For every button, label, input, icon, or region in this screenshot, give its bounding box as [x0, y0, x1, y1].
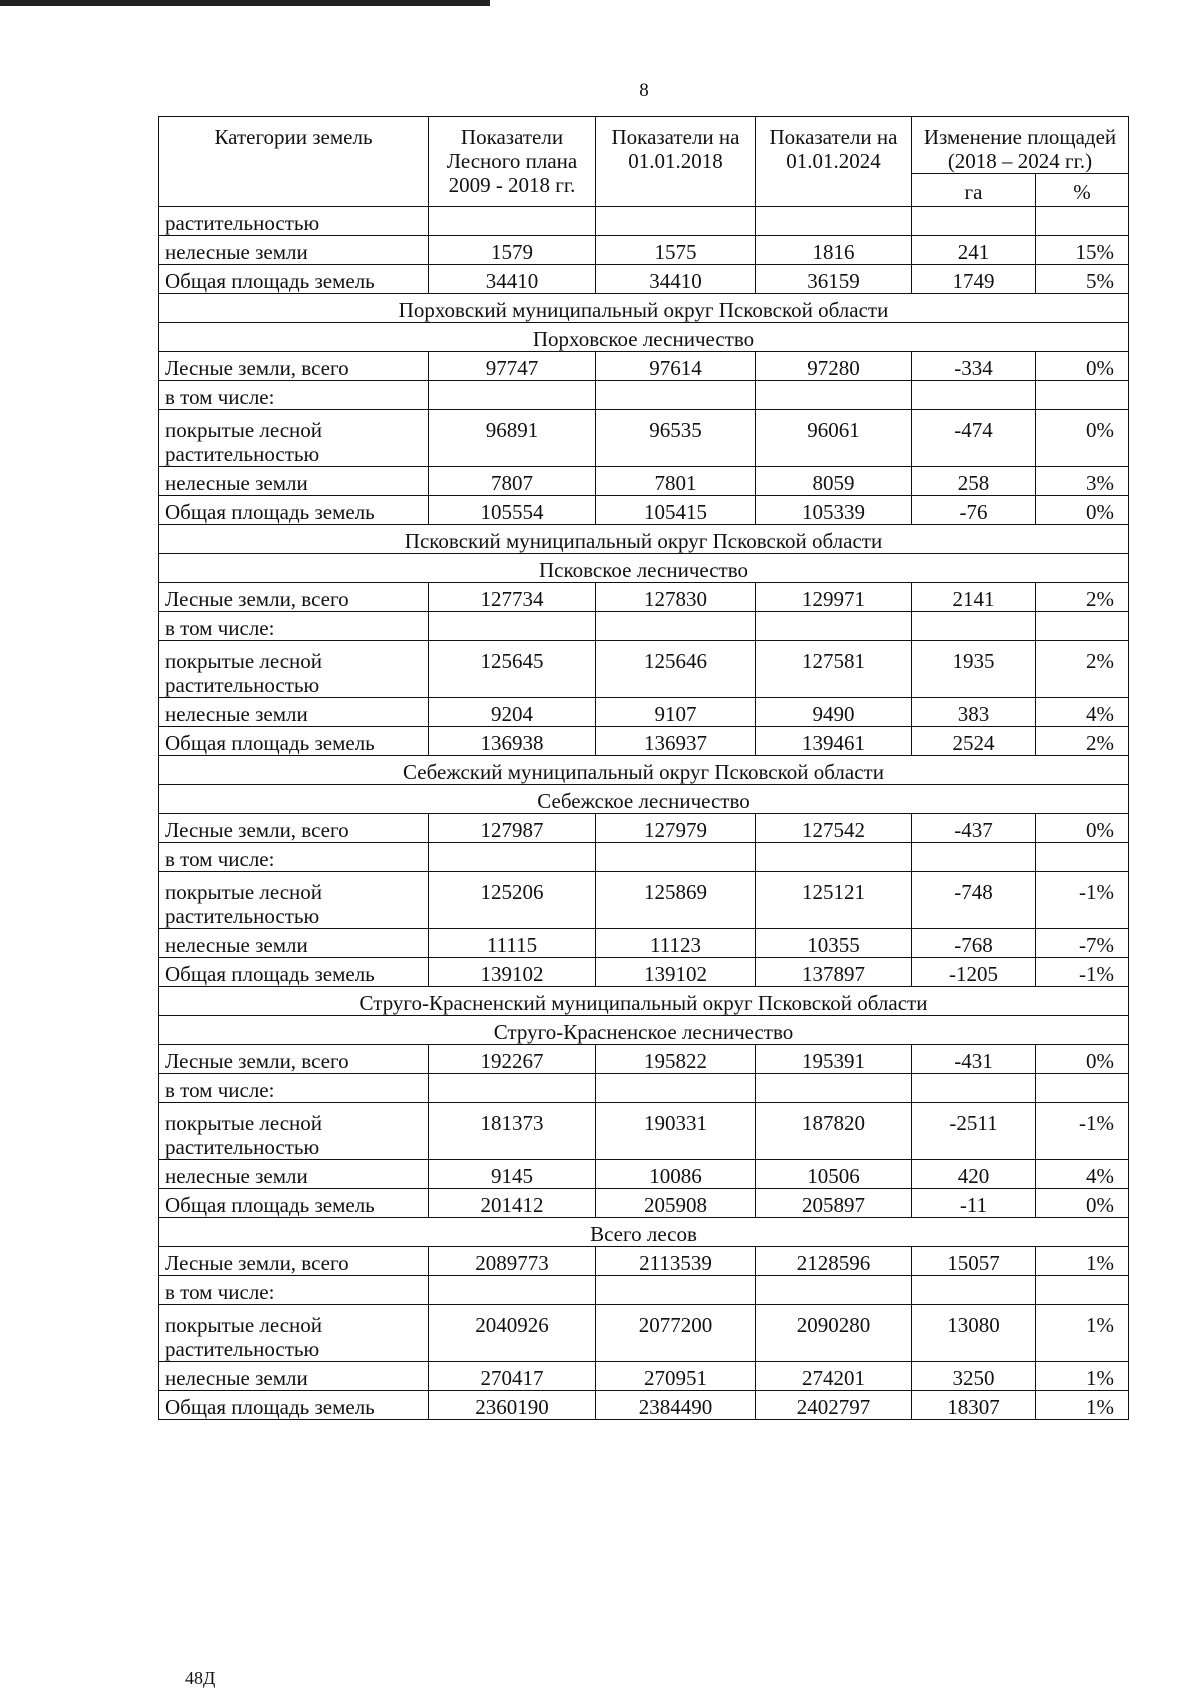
value-change-pct: 0%	[1036, 1189, 1129, 1218]
header-ha: га	[912, 174, 1036, 207]
header-pct: %	[1036, 174, 1129, 207]
district-name: Струго-Красненский муниципальный округ Псковской области	[159, 987, 1129, 1016]
value-2018: 125869	[596, 872, 756, 929]
value-change-pct: 0%	[1036, 814, 1129, 843]
row-label: покрытые лесной растительностью	[159, 410, 429, 467]
value-2018: 1575	[596, 236, 756, 265]
district-header-row	[159, 756, 1129, 785]
value-change-ha: 3250	[912, 1362, 1036, 1391]
table-row	[159, 727, 1129, 756]
row-label: нелесные земли	[159, 1362, 429, 1391]
value-plan: 34410	[429, 265, 596, 294]
value-plan: 2089773	[429, 1247, 596, 1276]
value-2024: 8059	[756, 467, 912, 496]
value-change-pct	[1036, 207, 1129, 236]
value-plan: 7807	[429, 467, 596, 496]
row-label: растительностью	[159, 207, 429, 236]
value-change-ha: -1205	[912, 958, 1036, 987]
row-label: Лесные земли, всего	[159, 583, 429, 612]
forestry-header-row	[159, 785, 1129, 814]
row-label: нелесные земли	[159, 929, 429, 958]
value-2024	[756, 1074, 912, 1103]
row-label: в том числе:	[159, 381, 429, 410]
row-label: в том числе:	[159, 1276, 429, 1305]
value-2024: 1816	[756, 236, 912, 265]
value-plan: 97747	[429, 352, 596, 381]
value-2024: 36159	[756, 265, 912, 294]
value-change-ha: 13080	[912, 1305, 1036, 1362]
value-change-ha: -431	[912, 1045, 1036, 1074]
value-change-ha: 2524	[912, 727, 1036, 756]
value-2018	[596, 381, 756, 410]
value-2018: 136937	[596, 727, 756, 756]
value-plan: 181373	[429, 1103, 596, 1160]
value-change-ha: 18307	[912, 1391, 1036, 1420]
value-2024: 205897	[756, 1189, 912, 1218]
district-name: Псковский муниципальный округ Псковской области	[159, 525, 1129, 554]
table-header	[159, 117, 1129, 207]
value-change-pct: 0%	[1036, 496, 1129, 525]
table-row	[159, 207, 1129, 236]
value-change-ha: -768	[912, 929, 1036, 958]
value-change-ha: -76	[912, 496, 1036, 525]
value-2024: 2090280	[756, 1305, 912, 1362]
table-row	[159, 1247, 1129, 1276]
forestry-name: Струго-Красненское лесничество	[159, 1016, 1129, 1045]
value-2024	[756, 381, 912, 410]
value-change-ha: 383	[912, 698, 1036, 727]
value-2018: 10086	[596, 1160, 756, 1189]
value-2018: 195822	[596, 1045, 756, 1074]
table-row	[159, 1276, 1129, 1305]
value-plan: 139102	[429, 958, 596, 987]
value-change-pct: 5%	[1036, 265, 1129, 294]
value-change-pct: 2%	[1036, 727, 1129, 756]
value-change-ha: -11	[912, 1189, 1036, 1218]
value-plan	[429, 843, 596, 872]
value-2024: 195391	[756, 1045, 912, 1074]
forestry-name: Себежское лесничество	[159, 785, 1129, 814]
value-2024: 10506	[756, 1160, 912, 1189]
value-change-pct: 2%	[1036, 583, 1129, 612]
value-plan: 192267	[429, 1045, 596, 1074]
table-row	[159, 1189, 1129, 1218]
row-label: Лесные земли, всего	[159, 1045, 429, 1074]
value-plan: 201412	[429, 1189, 596, 1218]
table-row	[159, 929, 1129, 958]
value-2024: 97280	[756, 352, 912, 381]
row-label: Общая площадь земель	[159, 1391, 429, 1420]
value-2018	[596, 1276, 756, 1305]
value-2024: 127581	[756, 641, 912, 698]
value-plan	[429, 612, 596, 641]
value-change-ha: -334	[912, 352, 1036, 381]
value-change-pct: -1%	[1036, 958, 1129, 987]
table-row	[159, 641, 1129, 698]
value-2024: 2128596	[756, 1247, 912, 1276]
value-change-pct: 4%	[1036, 698, 1129, 727]
value-2018: 2077200	[596, 1305, 756, 1362]
value-plan	[429, 1074, 596, 1103]
value-plan: 127987	[429, 814, 596, 843]
value-2018: 125646	[596, 641, 756, 698]
table-row	[159, 1103, 1129, 1160]
value-2018: 2113539	[596, 1247, 756, 1276]
district-name: Порховский муниципальный округ Псковской области	[159, 294, 1129, 323]
value-change-ha: 15057	[912, 1247, 1036, 1276]
value-change-ha	[912, 612, 1036, 641]
value-change-pct: 4%	[1036, 1160, 1129, 1189]
value-plan: 9145	[429, 1160, 596, 1189]
value-2018: 139102	[596, 958, 756, 987]
row-label: Общая площадь земель	[159, 496, 429, 525]
row-label: Общая площадь земель	[159, 265, 429, 294]
row-label: нелесные земли	[159, 698, 429, 727]
value-2024: 129971	[756, 583, 912, 612]
value-change-ha	[912, 1276, 1036, 1305]
row-label: нелесные земли	[159, 236, 429, 265]
header-plan: Показатели Лесного плана 2009 - 2018 гг.	[429, 117, 596, 207]
forestry-name: Псковское лесничество	[159, 554, 1129, 583]
table-row	[159, 843, 1129, 872]
value-2024	[756, 612, 912, 641]
value-change-pct	[1036, 612, 1129, 641]
table-row	[159, 1074, 1129, 1103]
row-label: Лесные земли, всего	[159, 1247, 429, 1276]
row-label: Общая площадь земель	[159, 727, 429, 756]
value-2024: 274201	[756, 1362, 912, 1391]
value-2018: 2384490	[596, 1391, 756, 1420]
value-2018: 7801	[596, 467, 756, 496]
value-change-pct	[1036, 1074, 1129, 1103]
value-2024	[756, 207, 912, 236]
value-2018	[596, 207, 756, 236]
forestry-header-row	[159, 1016, 1129, 1045]
row-label: в том числе:	[159, 612, 429, 641]
value-change-ha: -748	[912, 872, 1036, 929]
table-row	[159, 496, 1129, 525]
table-row	[159, 410, 1129, 467]
value-change-pct: 0%	[1036, 352, 1129, 381]
value-2018: 127830	[596, 583, 756, 612]
value-2024: 137897	[756, 958, 912, 987]
value-change-ha: -2511	[912, 1103, 1036, 1160]
table-row	[159, 1362, 1129, 1391]
value-2024: 139461	[756, 727, 912, 756]
value-plan: 270417	[429, 1362, 596, 1391]
value-2024: 187820	[756, 1103, 912, 1160]
table-row	[159, 381, 1129, 410]
value-plan: 96891	[429, 410, 596, 467]
table-row	[159, 612, 1129, 641]
forestry-header-row	[159, 554, 1129, 583]
value-change-pct: -1%	[1036, 872, 1129, 929]
table-row	[159, 814, 1129, 843]
value-2024: 96061	[756, 410, 912, 467]
value-change-pct: 3%	[1036, 467, 1129, 496]
value-2024: 127542	[756, 814, 912, 843]
value-change-ha: 2141	[912, 583, 1036, 612]
value-plan: 105554	[429, 496, 596, 525]
table-body	[159, 207, 1129, 1420]
value-2024	[756, 843, 912, 872]
district-header-row	[159, 294, 1129, 323]
row-label: покрытые лесной растительностью	[159, 872, 429, 929]
value-2024: 2402797	[756, 1391, 912, 1420]
value-2024: 105339	[756, 496, 912, 525]
value-2024: 10355	[756, 929, 912, 958]
row-label: нелесные земли	[159, 467, 429, 496]
table-row	[159, 236, 1129, 265]
value-2018: 190331	[596, 1103, 756, 1160]
value-plan: 1579	[429, 236, 596, 265]
value-plan: 127734	[429, 583, 596, 612]
value-2018: 34410	[596, 265, 756, 294]
value-change-ha: 258	[912, 467, 1036, 496]
value-change-pct: -7%	[1036, 929, 1129, 958]
value-change-ha: 1749	[912, 265, 1036, 294]
value-2024: 9490	[756, 698, 912, 727]
header-category: Категории земель	[159, 117, 429, 207]
row-label: покрытые лесной растительностью	[159, 1305, 429, 1362]
district-name: Себежский муниципальный округ Псковской области	[159, 756, 1129, 785]
value-change-pct: -1%	[1036, 1103, 1129, 1160]
row-label: Лесные земли, всего	[159, 352, 429, 381]
value-plan	[429, 381, 596, 410]
row-label: покрытые лесной растительностью	[159, 1103, 429, 1160]
page-number: 8	[639, 80, 649, 101]
header-2018: Показатели на 01.01.2018	[596, 117, 756, 207]
value-plan: 2040926	[429, 1305, 596, 1362]
value-change-ha: 420	[912, 1160, 1036, 1189]
value-change-ha: -474	[912, 410, 1036, 467]
district-header-row	[159, 987, 1129, 1016]
value-change-ha: 241	[912, 236, 1036, 265]
value-2018: 97614	[596, 352, 756, 381]
value-change-pct	[1036, 1276, 1129, 1305]
row-label: нелесные земли	[159, 1160, 429, 1189]
value-plan	[429, 207, 596, 236]
value-2018: 9107	[596, 698, 756, 727]
value-change-ha	[912, 207, 1036, 236]
value-change-pct: 2%	[1036, 641, 1129, 698]
value-2018: 105415	[596, 496, 756, 525]
value-change-pct: 1%	[1036, 1391, 1129, 1420]
value-change-pct: 1%	[1036, 1362, 1129, 1391]
forestry-header-row	[159, 323, 1129, 352]
header-2024: Показатели на 01.01.2024	[756, 117, 912, 207]
row-label: Общая площадь земель	[159, 1189, 429, 1218]
value-plan: 9204	[429, 698, 596, 727]
district-name: Всего лесов	[159, 1218, 1129, 1247]
row-label: в том числе:	[159, 1074, 429, 1103]
table-row	[159, 698, 1129, 727]
value-plan: 2360190	[429, 1391, 596, 1420]
value-change-ha	[912, 1074, 1036, 1103]
value-2018: 96535	[596, 410, 756, 467]
forestry-name: Порховское лесничество	[159, 323, 1129, 352]
value-change-pct: 1%	[1036, 1247, 1129, 1276]
row-label: Общая площадь земель	[159, 958, 429, 987]
value-2018: 205908	[596, 1189, 756, 1218]
value-2018	[596, 612, 756, 641]
land-categories-table	[158, 116, 1129, 1420]
table-row	[159, 265, 1129, 294]
value-change-ha	[912, 381, 1036, 410]
table-row	[159, 1160, 1129, 1189]
value-2018	[596, 843, 756, 872]
value-2018: 127979	[596, 814, 756, 843]
value-plan: 125645	[429, 641, 596, 698]
table-row	[159, 1391, 1129, 1420]
value-change-ha: 1935	[912, 641, 1036, 698]
table-row	[159, 352, 1129, 381]
footer-code: 48Д	[185, 1668, 216, 1688]
value-2018: 11123	[596, 929, 756, 958]
value-plan	[429, 1276, 596, 1305]
value-change-ha: -437	[912, 814, 1036, 843]
row-label: Лесные земли, всего	[159, 814, 429, 843]
value-plan: 136938	[429, 727, 596, 756]
header-change: Изменение площадей (2018 – 2024 гг.)	[912, 117, 1129, 174]
table-row	[159, 467, 1129, 496]
table-row	[159, 872, 1129, 929]
table-row	[159, 583, 1129, 612]
value-2018	[596, 1074, 756, 1103]
district-header-row	[159, 525, 1129, 554]
value-change-pct: 1%	[1036, 1305, 1129, 1362]
value-change-ha	[912, 843, 1036, 872]
row-label: покрытые лесной растительностью	[159, 641, 429, 698]
value-plan: 125206	[429, 872, 596, 929]
table-row	[159, 958, 1129, 987]
table-row	[159, 1305, 1129, 1362]
district-header-row	[159, 1218, 1129, 1247]
value-change-pct	[1036, 381, 1129, 410]
table-row	[159, 1045, 1129, 1074]
value-2024: 125121	[756, 872, 912, 929]
value-change-pct: 0%	[1036, 410, 1129, 467]
value-2024	[756, 1276, 912, 1305]
value-change-pct: 0%	[1036, 1045, 1129, 1074]
value-change-pct	[1036, 843, 1129, 872]
row-label: в том числе:	[159, 843, 429, 872]
value-change-pct: 15%	[1036, 236, 1129, 265]
scan-edge-mark	[0, 0, 490, 6]
value-plan: 11115	[429, 929, 596, 958]
value-2018: 270951	[596, 1362, 756, 1391]
